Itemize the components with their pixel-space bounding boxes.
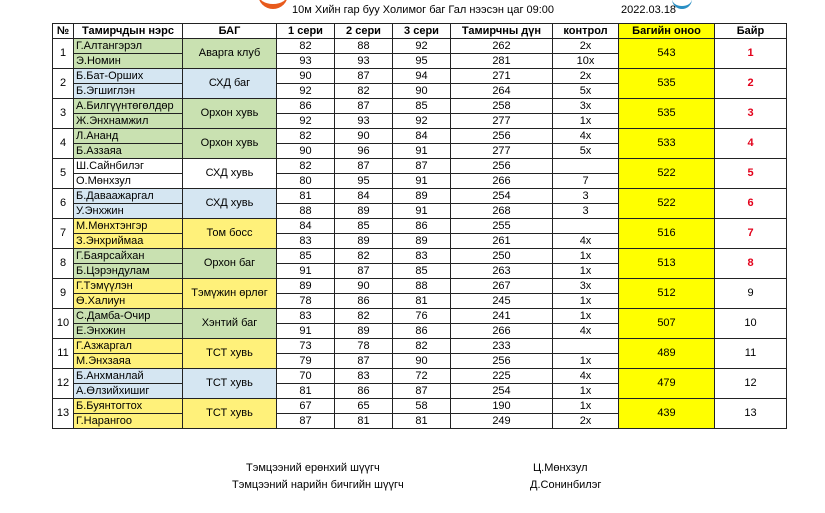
control: 2x <box>553 39 619 54</box>
team-place: 8 <box>715 249 787 279</box>
control: 1x <box>553 264 619 279</box>
team-name: Тэмүжин өрлөг <box>183 279 277 309</box>
series-3: 81 <box>393 294 451 309</box>
team-number: 7 <box>53 219 74 249</box>
team-score: 489 <box>619 339 715 369</box>
series-2: 95 <box>335 174 393 189</box>
series-3: 91 <box>393 174 451 189</box>
series-3: 87 <box>393 159 451 174</box>
athlete-total: 233 <box>451 339 553 354</box>
athlete-name: Б.Даваажаргал <box>74 189 183 204</box>
team-place: 10 <box>715 309 787 339</box>
secretary-name: Д.Сонинбилэг <box>530 479 602 491</box>
series-2: 85 <box>335 219 393 234</box>
athlete-total: 261 <box>451 234 553 249</box>
table-row <box>53 69 787 84</box>
team-name: Аварга клуб <box>183 39 277 69</box>
secretary-label: Тэмцээний нарийн бичгийн шүүгч <box>232 479 404 491</box>
series-3: 76 <box>393 309 451 324</box>
series-2: 82 <box>335 249 393 264</box>
series-3: 82 <box>393 339 451 354</box>
event-date: 2022.03.18 <box>621 4 677 16</box>
series-1: 83 <box>277 309 335 324</box>
control: 3 <box>553 189 619 204</box>
control: 1x <box>553 309 619 324</box>
team-score: 535 <box>619 69 715 99</box>
series-3: 91 <box>393 144 451 159</box>
header-row <box>53 24 787 39</box>
athlete-name: Ө.Халиун <box>74 294 183 309</box>
athlete-name: Б.Буянтогтох <box>74 399 183 414</box>
team-score: 522 <box>619 159 715 189</box>
series-3: 85 <box>393 99 451 114</box>
team-number: 5 <box>53 159 74 189</box>
athlete-total: 245 <box>451 294 553 309</box>
team-score: 516 <box>619 219 715 249</box>
series-1: 87 <box>277 414 335 429</box>
athlete-total: 258 <box>451 99 553 114</box>
athlete-name: А.Билгүүнтөгөлдөр <box>74 99 183 114</box>
control: 4x <box>553 324 619 339</box>
team-place: 9 <box>715 279 787 309</box>
col-series-2: 2 сери <box>335 24 393 39</box>
athlete-total: 262 <box>451 39 553 54</box>
team-place: 6 <box>715 189 787 219</box>
team-number: 9 <box>53 279 74 309</box>
col-place: Байр <box>715 24 787 39</box>
team-name: СХД баг <box>183 69 277 99</box>
athlete-total: 255 <box>451 219 553 234</box>
athlete-total: 268 <box>451 204 553 219</box>
series-3: 81 <box>393 414 451 429</box>
series-2: 82 <box>335 84 393 99</box>
athlete-total: 277 <box>451 144 553 159</box>
table-row <box>53 309 787 324</box>
series-2: 89 <box>335 234 393 249</box>
athlete-name: Ж.Энхнамжил <box>74 114 183 129</box>
athlete-name: Э.Номин <box>74 54 183 69</box>
team-score: 507 <box>619 309 715 339</box>
athlete-name: Б.Цэрэндулам <box>74 264 183 279</box>
team-score: 522 <box>619 189 715 219</box>
athlete-name: Г.Баярсайхан <box>74 249 183 264</box>
control: 4x <box>553 129 619 144</box>
team-number: 3 <box>53 99 74 129</box>
series-3: 89 <box>393 189 451 204</box>
control: 5x <box>553 144 619 159</box>
athlete-total: 277 <box>451 114 553 129</box>
team-name: СХД хувь <box>183 189 277 219</box>
event-title: 10м Хийн гар буу Холимог баг Гал нээсэн цаг 09:00 <box>292 4 555 16</box>
team-score: 533 <box>619 129 715 159</box>
team-place: 13 <box>715 399 787 429</box>
series-2: 78 <box>335 339 393 354</box>
series-1: 78 <box>277 294 335 309</box>
athlete-total: 263 <box>451 264 553 279</box>
series-2: 87 <box>335 264 393 279</box>
athlete-total: 249 <box>451 414 553 429</box>
table-row <box>53 279 787 294</box>
athlete-total: 256 <box>451 159 553 174</box>
series-1: 90 <box>277 69 335 84</box>
series-1: 85 <box>277 249 335 264</box>
results-body <box>53 39 787 429</box>
control: 1x <box>553 249 619 264</box>
col-team-score: Багийн оноо <box>619 24 715 39</box>
team-name: ТСТ хувь <box>183 339 277 369</box>
series-1: 82 <box>277 39 335 54</box>
team-number: 8 <box>53 249 74 279</box>
series-1: 80 <box>277 174 335 189</box>
header <box>0 4 825 18</box>
table-row <box>53 219 787 234</box>
team-number: 11 <box>53 339 74 369</box>
series-1: 90 <box>277 144 335 159</box>
series-3: 86 <box>393 324 451 339</box>
athlete-total: 254 <box>451 384 553 399</box>
athlete-total: 267 <box>451 279 553 294</box>
athlete-total: 281 <box>451 54 553 69</box>
series-3: 90 <box>393 84 451 99</box>
control: 1x <box>553 354 619 369</box>
control: 7 <box>553 174 619 189</box>
series-1: 92 <box>277 84 335 99</box>
table-row <box>53 189 787 204</box>
table-row <box>53 99 787 114</box>
team-number: 6 <box>53 189 74 219</box>
team-place: 7 <box>715 219 787 249</box>
team-place: 1 <box>715 39 787 69</box>
athlete-name: Б.Аззаяа <box>74 144 183 159</box>
athlete-total: 264 <box>451 84 553 99</box>
series-3: 92 <box>393 39 451 54</box>
series-1: 67 <box>277 399 335 414</box>
series-1: 89 <box>277 279 335 294</box>
series-1: 81 <box>277 384 335 399</box>
control: 5x <box>553 84 619 99</box>
athlete-name: У.Энхжин <box>74 204 183 219</box>
team-number: 4 <box>53 129 74 159</box>
athlete-total: 256 <box>451 129 553 144</box>
athlete-total: 254 <box>451 189 553 204</box>
series-1: 91 <box>277 324 335 339</box>
team-number: 1 <box>53 39 74 69</box>
athlete-name: Ш.Сайнбилэг <box>74 159 183 174</box>
series-3: 90 <box>393 354 451 369</box>
series-2: 87 <box>335 99 393 114</box>
team-name: ТСТ хувь <box>183 399 277 429</box>
series-2: 93 <box>335 114 393 129</box>
table-row <box>53 399 787 414</box>
table-row <box>53 159 787 174</box>
athlete-name: З.Энхриймаа <box>74 234 183 249</box>
series-3: 83 <box>393 249 451 264</box>
series-1: 83 <box>277 234 335 249</box>
control: 1x <box>553 114 619 129</box>
athlete-total: 250 <box>451 249 553 264</box>
team-number: 13 <box>53 399 74 429</box>
athlete-name: Г.Алтангэрэл <box>74 39 183 54</box>
series-2: 86 <box>335 384 393 399</box>
series-1: 86 <box>277 99 335 114</box>
athlete-name: С.Дамба-Очир <box>74 309 183 324</box>
table-row <box>53 369 787 384</box>
table-row <box>53 129 787 144</box>
chief-judge-name: Ц.Мөнхзул <box>533 462 588 474</box>
control: 2x <box>553 414 619 429</box>
col-total: Тамирчны дүн <box>451 24 553 39</box>
athlete-name: Б.Анхманлай <box>74 369 183 384</box>
series-3: 91 <box>393 204 451 219</box>
col-control: контрол <box>553 24 619 39</box>
team-number: 12 <box>53 369 74 399</box>
col-name: Тамирчдын нэрс <box>74 24 183 39</box>
control: 3x <box>553 99 619 114</box>
table-row <box>53 339 787 354</box>
control: 2x <box>553 69 619 84</box>
series-3: 87 <box>393 384 451 399</box>
chief-judge-label: Тэмцээний ерөнхий шүүгч <box>246 462 380 474</box>
series-2: 88 <box>335 39 393 54</box>
series-3: 94 <box>393 69 451 84</box>
control <box>553 339 619 354</box>
series-2: 84 <box>335 189 393 204</box>
control: 4x <box>553 369 619 384</box>
series-1: 91 <box>277 264 335 279</box>
team-name: Том босс <box>183 219 277 249</box>
team-name: Орхон баг <box>183 249 277 279</box>
control: 3x <box>553 279 619 294</box>
athlete-name: Б.Эгшиглэн <box>74 84 183 99</box>
series-2: 87 <box>335 354 393 369</box>
team-place: 2 <box>715 69 787 99</box>
series-2: 96 <box>335 144 393 159</box>
control: 1x <box>553 384 619 399</box>
team-score: 479 <box>619 369 715 399</box>
series-2: 89 <box>335 204 393 219</box>
athlete-total: 241 <box>451 309 553 324</box>
results-table <box>52 23 787 429</box>
series-3: 58 <box>393 399 451 414</box>
series-1: 82 <box>277 129 335 144</box>
athlete-total: 266 <box>451 174 553 189</box>
team-score: 543 <box>619 39 715 69</box>
series-2: 83 <box>335 369 393 384</box>
series-2: 90 <box>335 129 393 144</box>
series-2: 93 <box>335 54 393 69</box>
athlete-name: Б.Бат-Орших <box>74 69 183 84</box>
series-2: 65 <box>335 399 393 414</box>
col-no: № <box>53 24 74 39</box>
series-3: 86 <box>393 219 451 234</box>
control: 1x <box>553 399 619 414</box>
series-1: 84 <box>277 219 335 234</box>
series-3: 84 <box>393 129 451 144</box>
series-2: 86 <box>335 294 393 309</box>
athlete-total: 225 <box>451 369 553 384</box>
team-place: 5 <box>715 159 787 189</box>
athlete-name: Е.Энхжин <box>74 324 183 339</box>
team-score: 512 <box>619 279 715 309</box>
control <box>553 219 619 234</box>
series-1: 73 <box>277 339 335 354</box>
series-3: 92 <box>393 114 451 129</box>
team-name: СХД хувь <box>183 159 277 189</box>
table-row <box>53 249 787 264</box>
series-2: 82 <box>335 309 393 324</box>
team-name: Хэнтий баг <box>183 309 277 339</box>
team-place: 11 <box>715 339 787 369</box>
athlete-name: М.Мөнхтэнгэр <box>74 219 183 234</box>
series-1: 70 <box>277 369 335 384</box>
team-score: 439 <box>619 399 715 429</box>
team-place: 12 <box>715 369 787 399</box>
athlete-name: Г.Азжаргал <box>74 339 183 354</box>
series-3: 89 <box>393 234 451 249</box>
team-place: 4 <box>715 129 787 159</box>
athlete-total: 266 <box>451 324 553 339</box>
series-3: 88 <box>393 279 451 294</box>
team-place: 3 <box>715 99 787 129</box>
athlete-name: А.Өлзийхишиг <box>74 384 183 399</box>
control: 10x <box>553 54 619 69</box>
team-number: 10 <box>53 309 74 339</box>
team-score: 535 <box>619 99 715 129</box>
series-3: 95 <box>393 54 451 69</box>
control: 4x <box>553 234 619 249</box>
col-series-1: 1 сери <box>277 24 335 39</box>
control: 3 <box>553 204 619 219</box>
athlete-total: 271 <box>451 69 553 84</box>
series-3: 72 <box>393 369 451 384</box>
team-name: Орхон хувь <box>183 129 277 159</box>
series-2: 87 <box>335 69 393 84</box>
control <box>553 159 619 174</box>
series-1: 88 <box>277 204 335 219</box>
series-1: 82 <box>277 159 335 174</box>
series-2: 87 <box>335 159 393 174</box>
team-number: 2 <box>53 69 74 99</box>
series-1: 92 <box>277 114 335 129</box>
athlete-name: М.Энхзаяа <box>74 354 183 369</box>
series-1: 81 <box>277 189 335 204</box>
athlete-total: 190 <box>451 399 553 414</box>
series-1: 93 <box>277 54 335 69</box>
series-2: 89 <box>335 324 393 339</box>
series-2: 81 <box>335 414 393 429</box>
col-series-3: 3 сери <box>393 24 451 39</box>
athlete-total: 256 <box>451 354 553 369</box>
team-score: 513 <box>619 249 715 279</box>
team-name: ТСТ хувь <box>183 369 277 399</box>
athlete-name: Г.Нарангоо <box>74 414 183 429</box>
athlete-name: Г.Тэмүүлэн <box>74 279 183 294</box>
athlete-name: Л.Ананд <box>74 129 183 144</box>
series-3: 85 <box>393 264 451 279</box>
col-team: БАГ <box>183 24 277 39</box>
series-2: 90 <box>335 279 393 294</box>
team-name: Орхон хувь <box>183 99 277 129</box>
series-1: 79 <box>277 354 335 369</box>
athlete-name: О.Мөнхзул <box>74 174 183 189</box>
table-row <box>53 39 787 54</box>
control: 1x <box>553 294 619 309</box>
